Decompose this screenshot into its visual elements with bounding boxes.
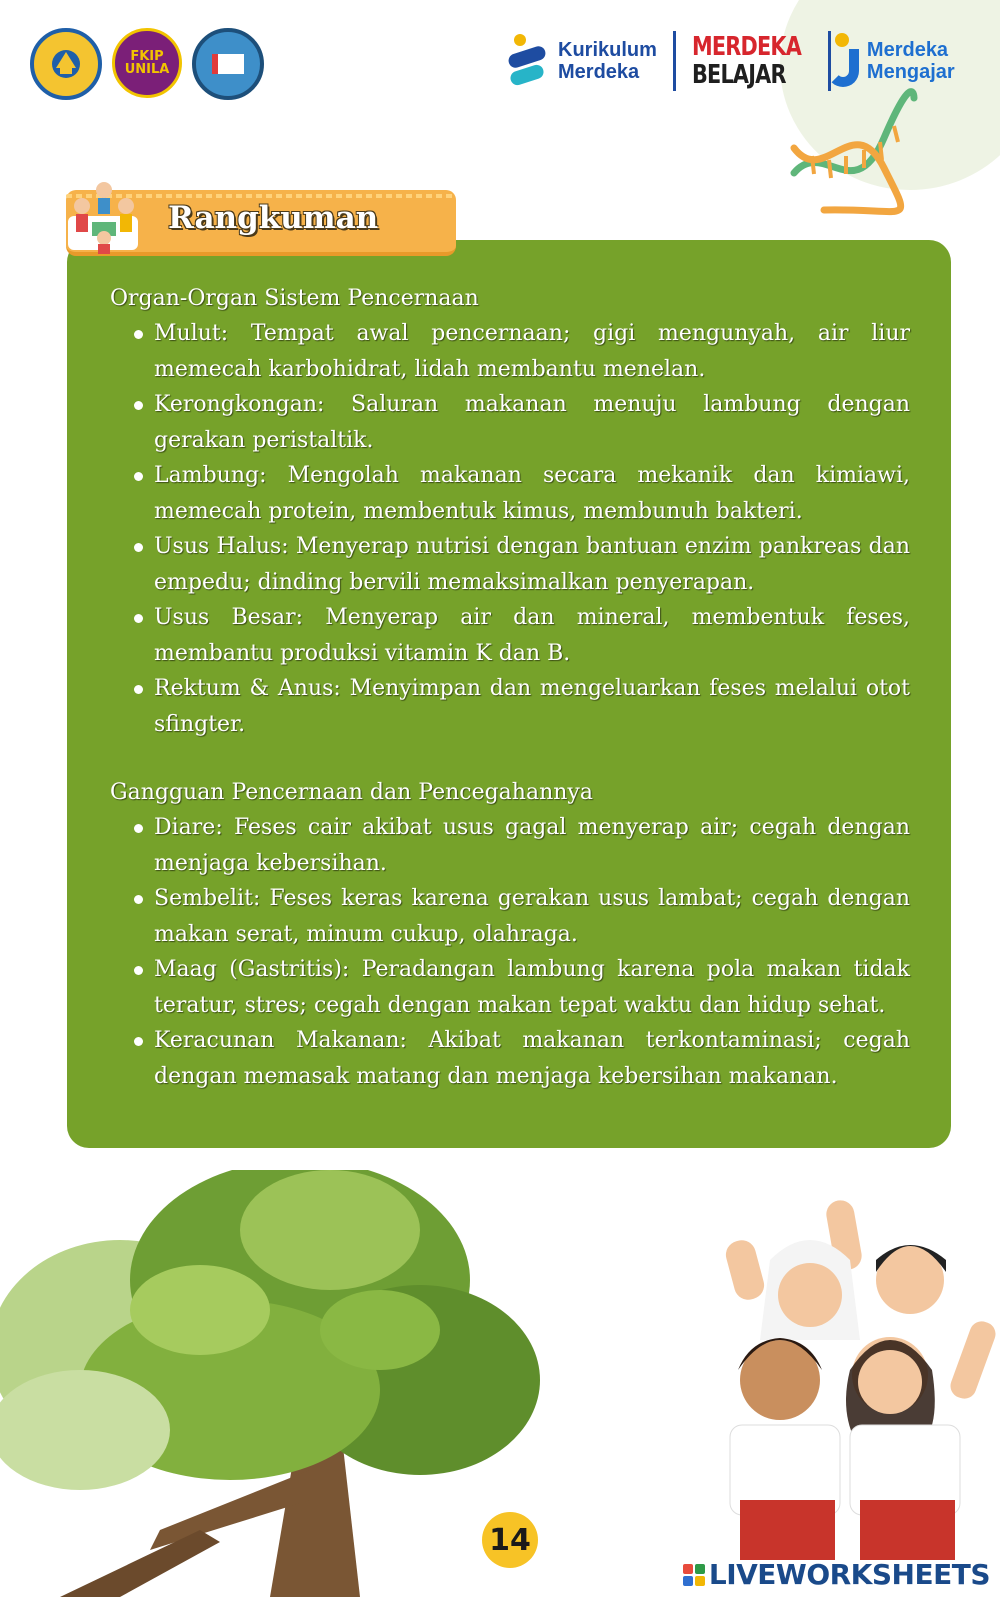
list-item-text: Kerongkongan: Saluran makanan menuju lambung dengan gerakan peristaltik. xyxy=(154,392,910,453)
merdeka-text: Merdeka xyxy=(558,61,640,83)
disorder-list xyxy=(110,810,910,1094)
fkip-unila-logo-icon: FKIP UNILA xyxy=(112,28,182,98)
bullet-icon xyxy=(134,401,143,410)
bullet-icon xyxy=(134,543,143,552)
section-heading-disorders: Gangguan Pencernaan dan Pencegahannya xyxy=(110,780,593,805)
list-item xyxy=(110,387,910,458)
bullet-icon xyxy=(134,966,143,975)
list-item-text: Lambung: Mengolah makanan secara mekanik dan kimiawi, memecah protein, membentuk kimus, membunuh bakteri. xyxy=(154,463,910,524)
unila-seal-icon xyxy=(30,28,102,100)
kurikulum-merdeka-icon xyxy=(508,32,548,90)
list-item-text: Rektum & Anus: Menyimpan dan mengeluarkan feses melalui otot sfingter. xyxy=(154,676,910,737)
section-heading-organs: Organ-Organ Sistem Pencernaan xyxy=(110,286,479,311)
merdeka-mengajar-line1: Merdeka xyxy=(866,39,949,61)
organ-list xyxy=(110,316,910,742)
list-item xyxy=(110,600,910,671)
list-item xyxy=(110,952,910,1023)
list-item-text: Usus Besar: Menyerap air dan mineral, membentuk feses, membantu produksi vitamin K dan B. xyxy=(154,605,910,666)
list-item-text: Keracunan Makanan: Akibat makanan terkontaminasi; cegah dengan memasak matang dan menjaga kebersihan makanan. xyxy=(154,1028,910,1089)
bullet-icon xyxy=(134,895,143,904)
page-number-badge: 14 xyxy=(482,1512,538,1568)
students-illustration xyxy=(710,1200,1000,1560)
institution-logos xyxy=(30,28,264,100)
list-item-text: Usus Halus: Menyerap nutrisi dengan bantuan enzim pankreas dan empedu; dinding bervili memaksimalkan penyerapan. xyxy=(154,534,910,595)
bullet-icon xyxy=(134,824,143,833)
kurikulum-text: Kurikulum xyxy=(558,39,657,61)
liveworksheets-icon xyxy=(683,1564,705,1586)
belajar-word: BELAJAR xyxy=(691,60,786,90)
bullet-icon xyxy=(134,472,143,481)
school-book-seal-icon xyxy=(192,28,264,100)
list-item xyxy=(110,881,910,952)
watermark-text: LIVEWORKSHEETS xyxy=(708,1558,990,1591)
list-item xyxy=(110,529,910,600)
tree-illustration xyxy=(0,1170,560,1597)
list-item-text: Maag (Gastritis): Peradangan lambung karena pola makan tidak teratur, stres; cegah dengan makan tepat waktu dan hidup sehat. xyxy=(154,957,910,1018)
logo-divider xyxy=(673,31,676,91)
list-item xyxy=(110,316,910,387)
bullet-icon xyxy=(134,614,143,623)
merdeka-word: MERDEKA xyxy=(691,32,801,62)
bullet-icon xyxy=(134,330,143,339)
list-item-text: Mulut: Tempat awal pencernaan; gigi mengunyah, air liur memecah karbohidrat, lidah membantu menelan. xyxy=(154,321,910,382)
merdeka-belajar-logo xyxy=(691,32,801,90)
list-item xyxy=(110,1023,910,1094)
list-item xyxy=(110,671,910,742)
bullet-icon xyxy=(134,1037,143,1046)
bullet-icon xyxy=(134,685,143,694)
list-item-text: Diare: Feses cair akibat usus gagal menyerap air; cegah dengan menjaga kebersihan. xyxy=(154,815,910,876)
kurikulum-merdeka-logo xyxy=(508,32,657,90)
liveworksheets-watermark xyxy=(683,1558,990,1591)
list-item-text: Sembelit: Feses keras karena gerakan usus lambat; cegah dengan makan serat, minum cukup, olahraga. xyxy=(154,886,910,947)
summary-content xyxy=(110,282,910,1094)
dna-helix-icon xyxy=(784,78,924,218)
reading-kids-icon xyxy=(58,176,150,256)
page-title: Rangkuman xyxy=(168,200,379,236)
list-item xyxy=(110,810,910,881)
merdeka-mengajar-line2: Mengajar xyxy=(866,61,955,83)
list-item xyxy=(110,458,910,529)
